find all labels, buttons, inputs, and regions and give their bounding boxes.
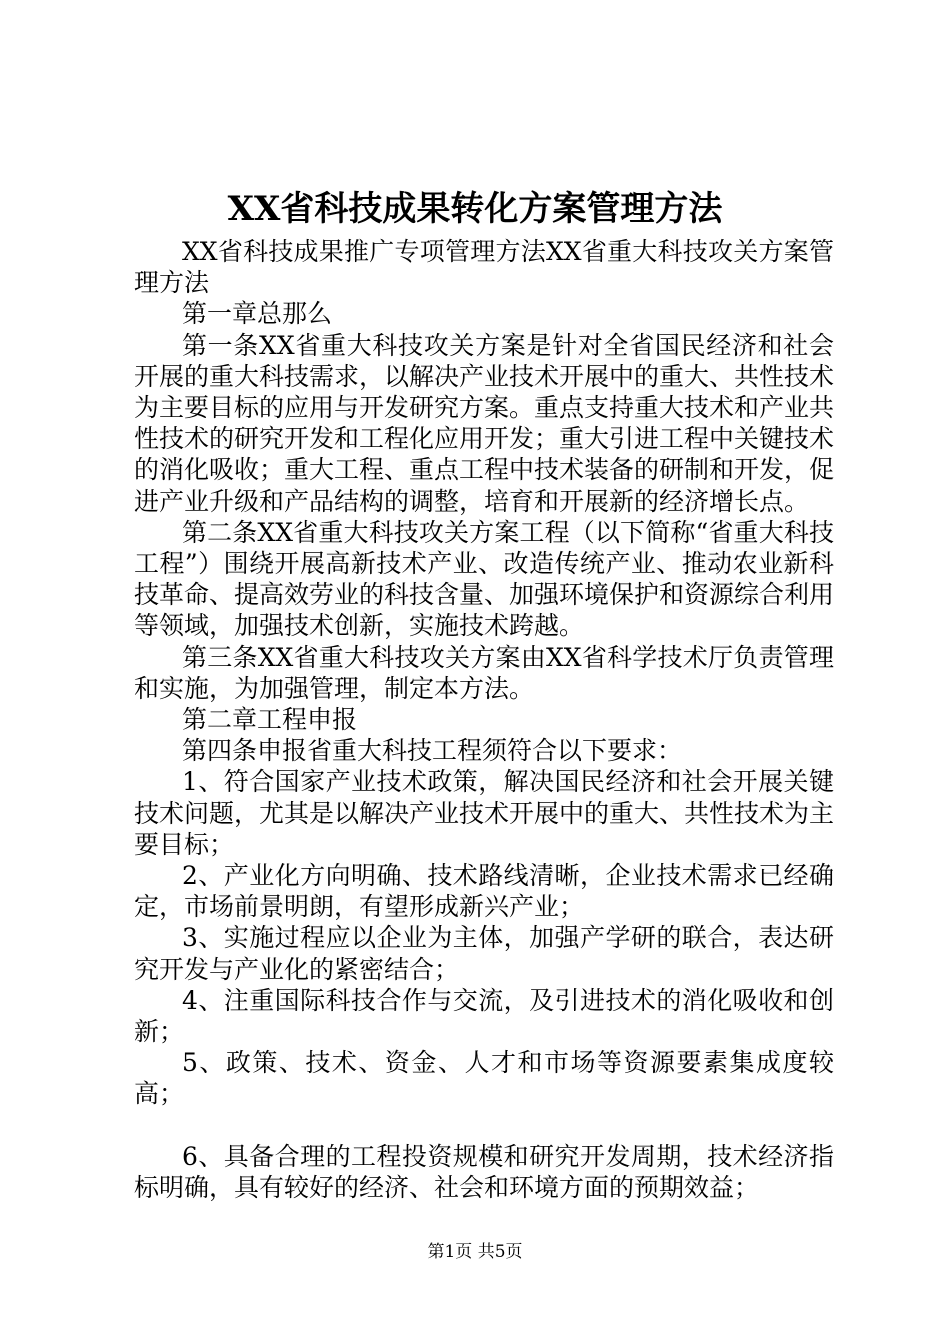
document-title: XX省科技成果转化方案管理方法 (227, 189, 723, 229)
page-number: 第1页 共5页 (427, 1242, 523, 1262)
requirement-3: 3、实施过程应以企业为主体，加强产学研的联合，表达研究开发与产业化的紧密结合； (134, 923, 834, 984)
requirement-6: 6、具备合理的工程投资规模和研究开发周期，技术经济指标明确，具有较好的经济、社会和环境方面的预期效益； (134, 1141, 834, 1202)
requirement-1: 1、符合国家产业技术政策，解决国民经济和社会开展关键技术问题，尤其是以解决产业技术开展中的重大、共性技术为主要目标； (134, 767, 835, 859)
paragraph-intro: XX省科技成果推广专项管理方法XX省重大科技攻关方案管理方法 (134, 237, 834, 298)
article-1: 第一条XX省重大科技攻关方案是针对全省国民经济和社会开展的重大科技需求，以解决产业技术开展中的重大、共性技术为主要目标的应用与开发研究方案。重点支持重大技术和产业共性技术的研究开发和工程化应用开发；重大引进工程中关键技术的消化吸收；重大工程、重点工程中技术装备的研制和开发，促进产业升级和产品结构的调整，培育和开展新的经济增长点。 (134, 330, 835, 516)
article-4: 第四条申报省重大科技工程须符合以下要求： (182, 736, 683, 766)
article-3: 第三条XX省重大科技攻关方案由XX省科学技术厅负责管理和实施，为加强管理，制定本方法。 (134, 642, 834, 703)
requirement-5: 5、政策、技术、资金、人才和市场等资源要素集成度较高； (134, 1048, 834, 1109)
chapter-heading-2: 第二章工程申报 (182, 705, 358, 735)
article-2: 第二条XX省重大科技攻关方案工程（以下简称“省重大科技工程”）围绕开展高新技术产业、改造传统产业、推动农业新科技革命、提高效劳业的科技含量、加强环境保护和资源综合利用等领域，加强技术创新，实施技术跨越。 (134, 517, 835, 641)
requirement-4: 4、注重国际科技合作与交流，及引进技术的消化吸收和创新； (134, 985, 834, 1047)
requirement-2: 2、产业化方向明确、技术路线清晰，企业技术需求已经确定，市场前景明朗，有望形成新兴产业； (134, 861, 834, 922)
chapter-heading-1: 第一章总那么 (182, 299, 333, 329)
document-body (134, 236, 834, 1203)
